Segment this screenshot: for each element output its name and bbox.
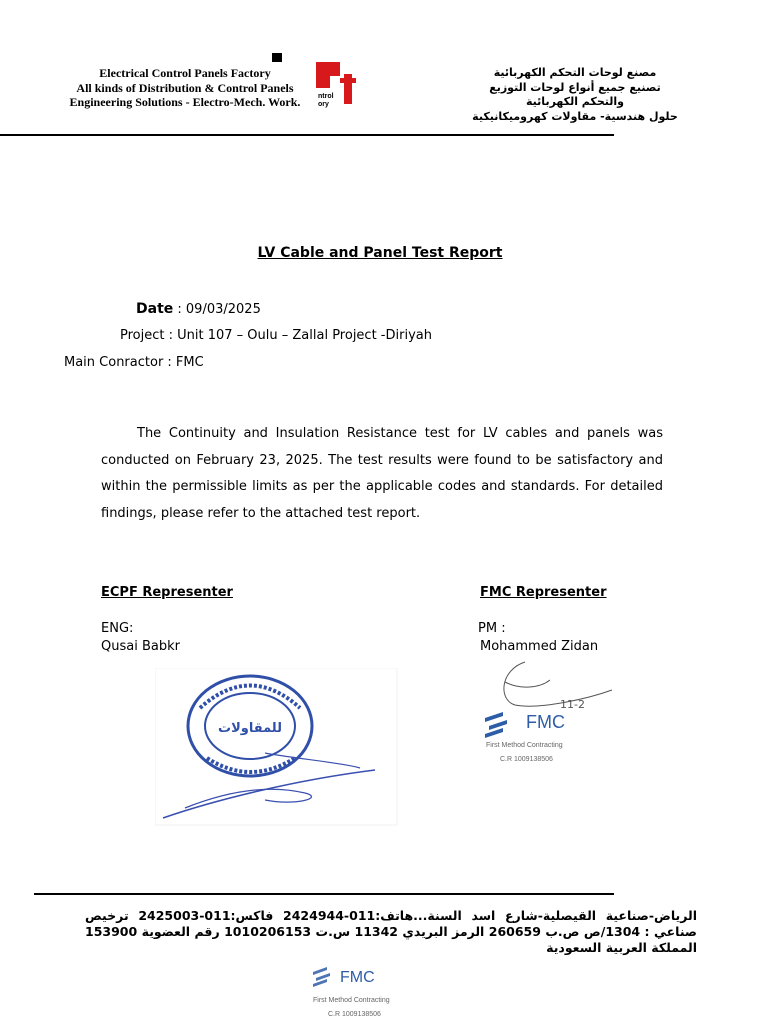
header-divider — [0, 134, 614, 136]
date-label: Date — [136, 301, 174, 317]
report-contractor: Main Conractor : FMC — [64, 355, 204, 370]
ecpf-representer-heading: ECPF Representer — [101, 585, 233, 600]
header-arabic-line-3: والتحكم الكهربائية — [526, 95, 624, 108]
date-value: : 09/03/2025 — [173, 302, 261, 317]
svg-text:ntrol: ntrol — [318, 93, 334, 100]
fmc-footer-stamp — [308, 960, 418, 1020]
ecpf-signatory — [101, 620, 180, 656]
stamp-text: للمقاولات — [218, 721, 282, 736]
fmc-representer-heading: FMC Representer — [480, 585, 607, 600]
footer-divider — [34, 893, 614, 895]
header-english-line-3: Engineering Solutions - Electro-Mech. Work. — [69, 95, 301, 109]
report-body: The Continuity and Insulation Resistance test for LV cables and panels was conducted on February 23, 2025. The test results were found to be satisfactory and within the permissible limits as per the applicable codes and standards. For detailed findings, please refer to the attached test report. — [101, 426, 663, 521]
fmc-footer-cr: C.R 1009138506 — [328, 1011, 381, 1018]
fmc-footer-logo-text: FMC — [340, 969, 375, 986]
fmc-signature-stamp — [480, 660, 620, 770]
ecpf-role: ENG: — [101, 621, 134, 636]
svg-text:11-2: 11-2 — [560, 698, 585, 711]
header-english-line-2: All kinds of Distribution & Control Panels — [76, 80, 294, 95]
header-arabic — [430, 66, 720, 124]
fmc-name: Mohammed Zidan — [480, 639, 599, 654]
report-date — [136, 301, 261, 317]
svg-text:ory: ory — [318, 101, 329, 108]
ecpf-stamp — [155, 668, 400, 826]
fmc-cr: C.R 1009138506 — [500, 756, 553, 763]
fmc-footer-subtitle: First Method Contracting — [313, 997, 390, 1004]
fmc-signatory — [478, 620, 598, 656]
header-english-line-1: Electrical Control Panels Factory — [99, 66, 271, 80]
header-arabic-line-2: تصنيع جميع أنواع لوحات التوزيع — [489, 80, 661, 94]
header-arabic-line-1: مصنع لوحات التحكم الكهربائية — [493, 66, 657, 79]
report-project: Project : Unit 107 – Oulu – Zallal Project -Diriyah — [120, 328, 432, 343]
fmc-subtitle: First Method Contracting — [486, 742, 563, 749]
ecpf-name: Qusai Babkr — [101, 639, 180, 654]
fmc-logo-text: FMC — [526, 712, 565, 732]
fmc-role: PM : — [478, 621, 506, 636]
header-arabic-line-4: حلول هندسية- مقاولات كهروميكانيكية — [472, 109, 678, 123]
report-title: LV Cable and Panel Test Report — [257, 245, 503, 261]
company-logo — [268, 50, 364, 112]
footer-address: الرياض-صناعية القيصلية-شارع اسد السنة...هاتف:011-2424944 فاكس:011-2425003 ترخيص صناعي : 1304/ص ص.ب 260659 الرمز البريدي 11342 س.ت 1010206153 رقم العضوية 153900 المملكة العربية السعودية — [85, 908, 698, 955]
